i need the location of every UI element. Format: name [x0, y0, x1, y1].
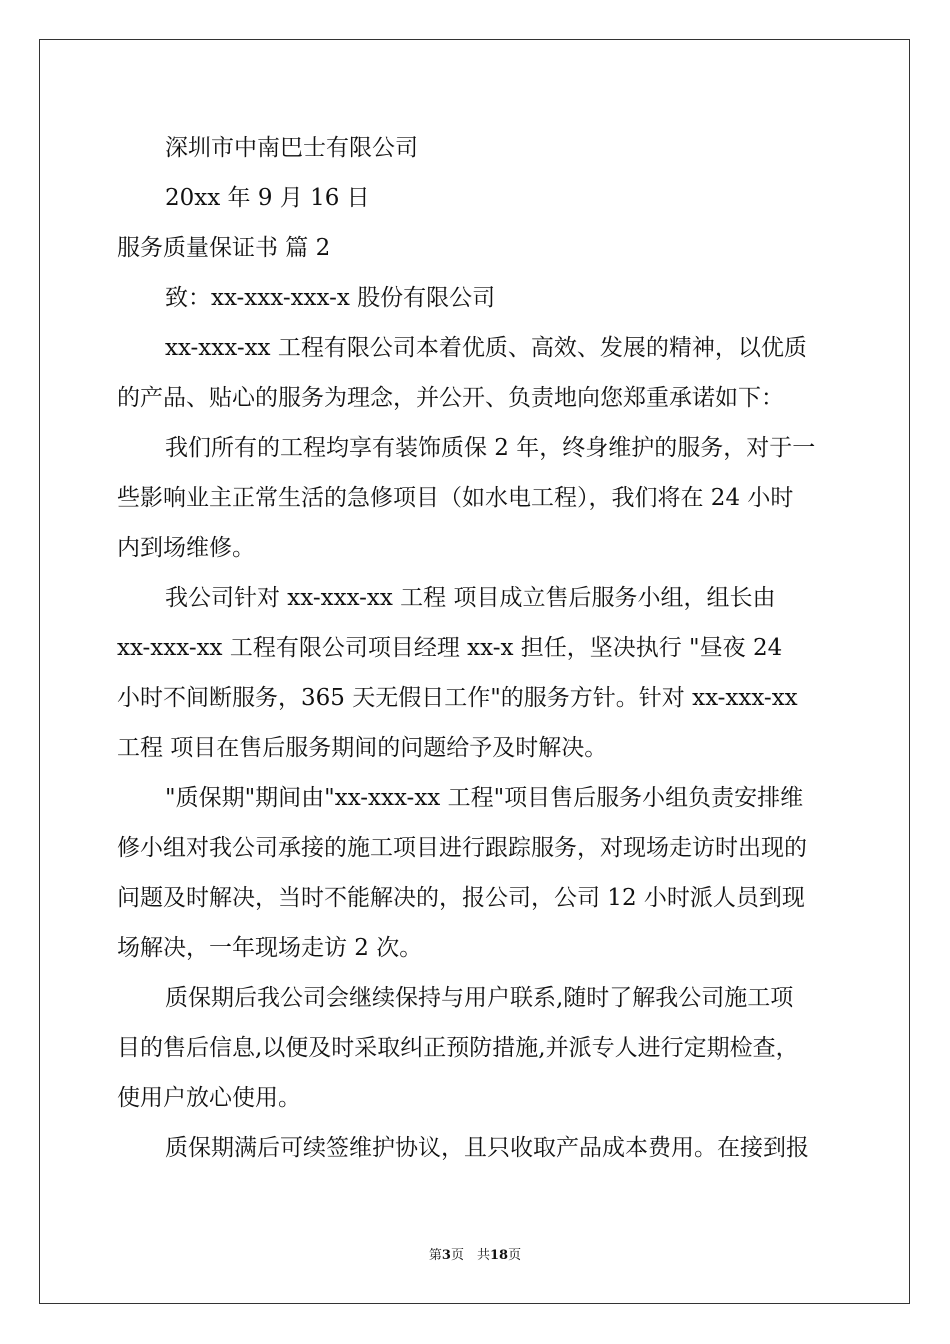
page-footer	[0, 1247, 950, 1265]
text-line: 深圳市中南巴士有限公司	[165, 135, 418, 161]
text-line: 工程 项目在售后服务期间的问题给予及时解决。	[117, 735, 608, 761]
text-line: 目的售后信息,以便及时采取纠正预防措施,并派专人进行定期检查，	[117, 1035, 799, 1061]
text-line: 问题及时解决，当时不能解决的，报公司，公司 12 小时派人员到现	[117, 885, 805, 911]
text-line: 我公司针对 xx-xxx-xx 工程 项目成立售后服务小组，组长由	[165, 585, 776, 611]
footer-prefix: 第	[428, 1248, 442, 1263]
text-line: xx-xxx-xx 工程有限公司项目经理 xx-x 担任，坚决执行 "昼夜 24	[117, 635, 783, 661]
text-line: 小时不间断服务，365 天无假日工作"的服务方针。针对 xx-xxx-xx	[117, 685, 798, 711]
page-border	[39, 39, 910, 1304]
text-line: 致：xx-xxx-xxx-x 股份有限公司	[165, 285, 496, 311]
text-line: 质保期满后可续签维护协议，且只收取产品成本费用。在接到报	[165, 1135, 809, 1161]
current-page-number: 3	[441, 1248, 451, 1263]
total-page-count: 18	[489, 1248, 509, 1263]
footer-suffix: 页	[508, 1248, 522, 1263]
text-line: 质保期后我公司会继续保持与用户联系,随时了解我公司施工项	[165, 985, 794, 1011]
text-line: 我们所有的工程均享有装饰质保 2 年，终身维护的服务，对于一	[165, 435, 816, 461]
text-line: 场解决，一年现场走访 2 次。	[117, 935, 423, 961]
text-line: 20xx 年 9 月 16 日	[165, 185, 370, 211]
text-line: 的产品、贴心的服务为理念，并公开、负责地向您郑重承诺如下：	[117, 385, 784, 411]
footer-mid: 页 共	[450, 1248, 490, 1263]
text-line: 使用户放心使用。	[117, 1085, 301, 1111]
text-line: 修小组对我公司承接的施工项目进行跟踪服务，对现场走访时出现的	[117, 835, 807, 861]
text-line: 内到场维修。	[117, 535, 255, 561]
section-heading: 服务质量保证书 篇 2	[117, 235, 331, 261]
text-line: 些影响业主正常生活的急修项目（如水电工程），我们将在 24 小时	[117, 485, 794, 511]
text-line: "质保期"期间由"xx-xxx-xx 工程"项目售后服务小组负责安排维	[165, 785, 804, 811]
text-line: xx-xxx-xx 工程有限公司本着优质、高效、发展的精神，以优质	[165, 335, 807, 361]
